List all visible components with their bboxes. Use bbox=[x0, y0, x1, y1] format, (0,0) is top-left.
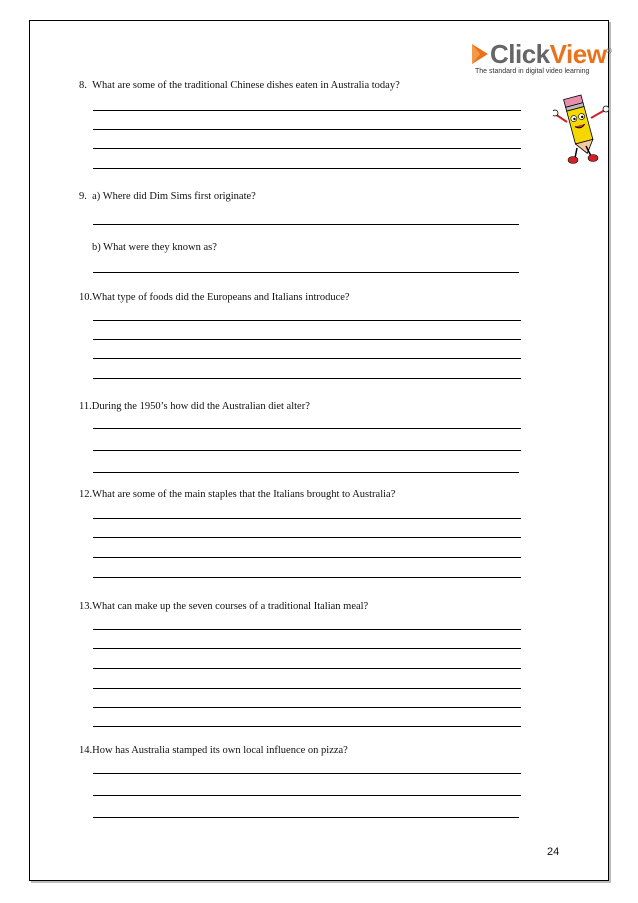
answer-line[interactable] bbox=[93, 688, 521, 689]
question-number: 14. bbox=[79, 745, 93, 756]
answer-line[interactable] bbox=[93, 472, 519, 473]
question-number: 11. bbox=[79, 401, 92, 412]
logo-wordmark bbox=[490, 39, 611, 70]
question-11 bbox=[79, 401, 310, 412]
answer-line[interactable] bbox=[93, 707, 521, 708]
answer-line[interactable] bbox=[93, 629, 521, 630]
question-number: 12. bbox=[79, 489, 93, 500]
question-8 bbox=[79, 80, 400, 91]
question-9a bbox=[79, 191, 256, 202]
question-number: 13. bbox=[79, 601, 93, 612]
question-text: What can make up the seven courses of a traditional Italian meal? bbox=[92, 601, 369, 612]
pencil-mascot-icon bbox=[553, 90, 609, 166]
question-12 bbox=[79, 489, 395, 500]
question-10 bbox=[79, 292, 350, 303]
question-number: 10. bbox=[79, 292, 93, 303]
answer-line[interactable] bbox=[93, 110, 521, 111]
question-text: What are some of the main staples that the Italians brought to Australia? bbox=[92, 489, 396, 500]
question-14 bbox=[79, 745, 348, 756]
answer-line[interactable] bbox=[93, 795, 521, 796]
answer-line[interactable] bbox=[93, 428, 521, 429]
answer-line[interactable] bbox=[93, 378, 521, 379]
question-text: What type of foods did the Europeans and Italians introduce? bbox=[92, 292, 350, 303]
page-number: 24 bbox=[547, 846, 560, 858]
question-text: How has Australia stamped its own local influence on pizza? bbox=[92, 745, 348, 756]
answer-line[interactable] bbox=[93, 648, 521, 649]
answer-line[interactable] bbox=[93, 168, 521, 169]
logo-click-text: Click bbox=[490, 39, 550, 69]
answer-line[interactable] bbox=[93, 773, 521, 774]
answer-line[interactable] bbox=[93, 537, 521, 538]
question-9b bbox=[92, 242, 217, 253]
answer-line[interactable] bbox=[93, 358, 521, 359]
play-triangle-icon bbox=[470, 42, 490, 66]
answer-line[interactable] bbox=[93, 320, 521, 321]
answer-line[interactable] bbox=[93, 557, 521, 558]
question-number: 9. bbox=[79, 191, 87, 202]
answer-line[interactable] bbox=[93, 272, 519, 273]
answer-line[interactable] bbox=[93, 668, 521, 669]
answer-line[interactable] bbox=[93, 224, 519, 225]
logo-tagline: The standard in digital video learning bbox=[475, 68, 590, 75]
question-text: b) What were they known as? bbox=[92, 242, 217, 253]
logo-view-text: View bbox=[549, 39, 607, 69]
answer-line[interactable] bbox=[93, 577, 521, 578]
answer-line[interactable] bbox=[93, 339, 521, 340]
question-text: What are some of the traditional Chinese dishes eaten in Australia today? bbox=[92, 80, 400, 91]
answer-line[interactable] bbox=[93, 817, 519, 818]
answer-line[interactable] bbox=[93, 148, 521, 149]
answer-line[interactable] bbox=[93, 129, 521, 130]
question-text: During the 1950’s how did the Australian diet alter? bbox=[91, 401, 310, 412]
logo-registered: ® bbox=[606, 48, 612, 56]
answer-line[interactable] bbox=[93, 518, 521, 519]
answer-line[interactable] bbox=[93, 726, 521, 727]
question-text: a) Where did Dim Sims first originate? bbox=[92, 191, 256, 202]
question-number: 8. bbox=[79, 80, 87, 91]
answer-line[interactable] bbox=[93, 450, 521, 451]
question-13 bbox=[79, 601, 368, 612]
